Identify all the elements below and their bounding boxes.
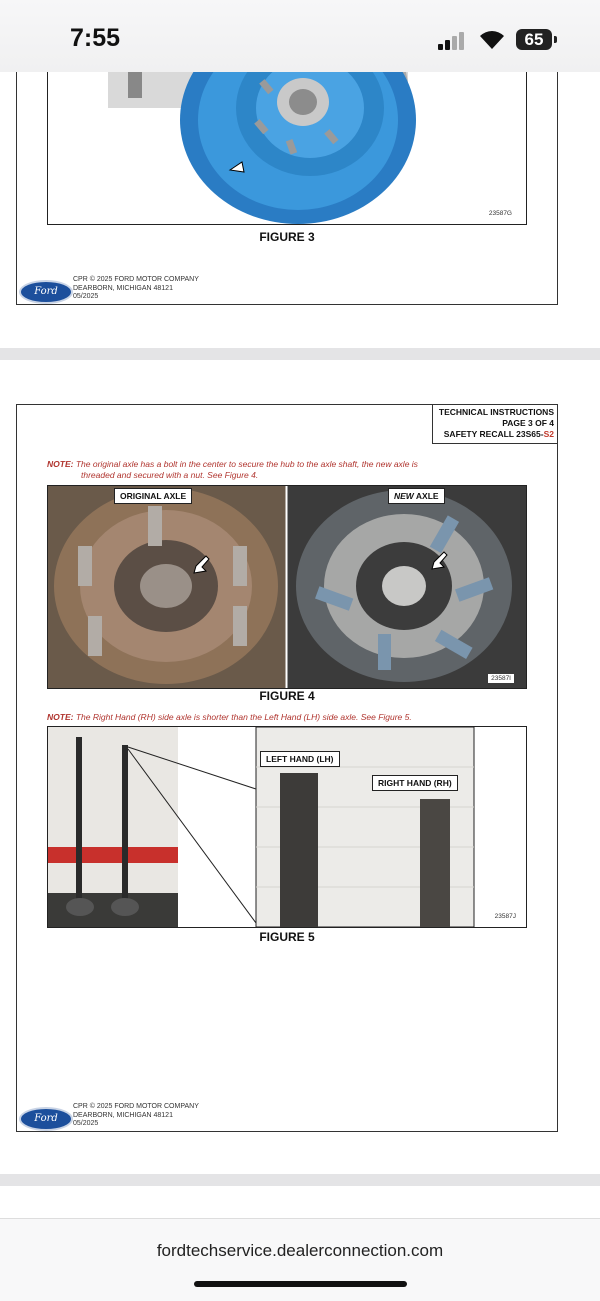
figure-code: 23587I <box>488 674 514 683</box>
clock: 7:55 <box>70 24 121 52</box>
wifi-icon <box>478 28 506 50</box>
page-separator <box>0 1174 600 1186</box>
figure-3-image <box>47 60 527 225</box>
home-indicator[interactable] <box>194 1281 407 1287</box>
axle-comparison-photo <box>48 486 526 688</box>
battery-icon: 65 <box>516 29 552 50</box>
page-header-box <box>432 405 557 444</box>
footer-copyright: CPR © 2025 FORD MOTOR COMPANY <box>73 276 199 283</box>
figure-caption: FIGURE 5 <box>259 930 315 944</box>
header-title: TECHNICAL INSTRUCTIONS <box>438 407 554 417</box>
note-1 <box>47 459 527 481</box>
battery-tip <box>554 36 557 43</box>
figure-caption: FIGURE 4 <box>259 689 315 703</box>
page-separator <box>0 348 600 360</box>
figure-5-image <box>47 726 527 928</box>
header-recall <box>439 429 554 440</box>
pdf-page-2 <box>16 60 558 305</box>
figure-caption: FIGURE 3 <box>259 230 315 244</box>
cellular-signal-icon <box>438 32 470 50</box>
figure-code: 23587J <box>494 913 516 920</box>
note-label: NOTE: <box>47 712 74 722</box>
brake-rotor-illustration <box>48 60 526 224</box>
footer-text <box>73 1103 199 1129</box>
pdf-page-band <box>0 1186 600 1218</box>
footer-address: DEARBORN, MICHIGAN 48121 <box>73 284 173 292</box>
original-axle-label: ORIGINAL AXLE <box>114 488 192 504</box>
pdf-page-3 <box>16 404 558 1132</box>
left-hand-label: LEFT HAND (LH) <box>260 751 340 767</box>
header-recall-suffix: S2 <box>543 429 554 439</box>
footer-text <box>73 276 199 302</box>
new-axle-label <box>388 488 445 504</box>
url-text[interactable]: fordtechservice.dealerconnection.com <box>156 1241 444 1260</box>
header-page-number: PAGE 3 OF 4 <box>502 418 554 428</box>
right-hand-label: RIGHT HAND (RH) <box>372 775 458 791</box>
note-text: The Right Hand (RH) side axle is shorter than the Left Hand (LH) side axle. See Figure 5. <box>75 712 412 722</box>
status-bar <box>0 0 600 72</box>
page-footer <box>17 1103 317 1143</box>
new-label-text: AXLE <box>413 491 439 501</box>
ford-logo: Ford <box>19 1107 73 1131</box>
figure-code: 23587G <box>488 210 512 217</box>
figure-4-image <box>47 485 527 689</box>
note-label: NOTE: <box>47 459 74 469</box>
new-label-emphasis: NEW <box>394 491 414 501</box>
note-text-continued: threaded and secured with a nut. See Figure 4. <box>81 470 259 480</box>
header-recall-number: SAFETY RECALL 23S65- <box>443 429 544 439</box>
footer-copyright: CPR © 2025 FORD MOTOR COMPANY <box>73 1103 199 1110</box>
footer-date: 05/2025 <box>73 1120 99 1127</box>
note-text: The original axle has a bolt in the center to secure the hub to the axle shaft, the new axle is <box>75 459 418 469</box>
ford-logo: Ford <box>19 280 73 304</box>
browser-address-bar[interactable] <box>0 1218 600 1301</box>
page-footer <box>17 276 317 316</box>
footer-date: 05/2025 <box>73 293 99 300</box>
footer-address: DEARBORN, MICHIGAN 48121 <box>73 1111 173 1119</box>
note-2 <box>47 712 527 723</box>
